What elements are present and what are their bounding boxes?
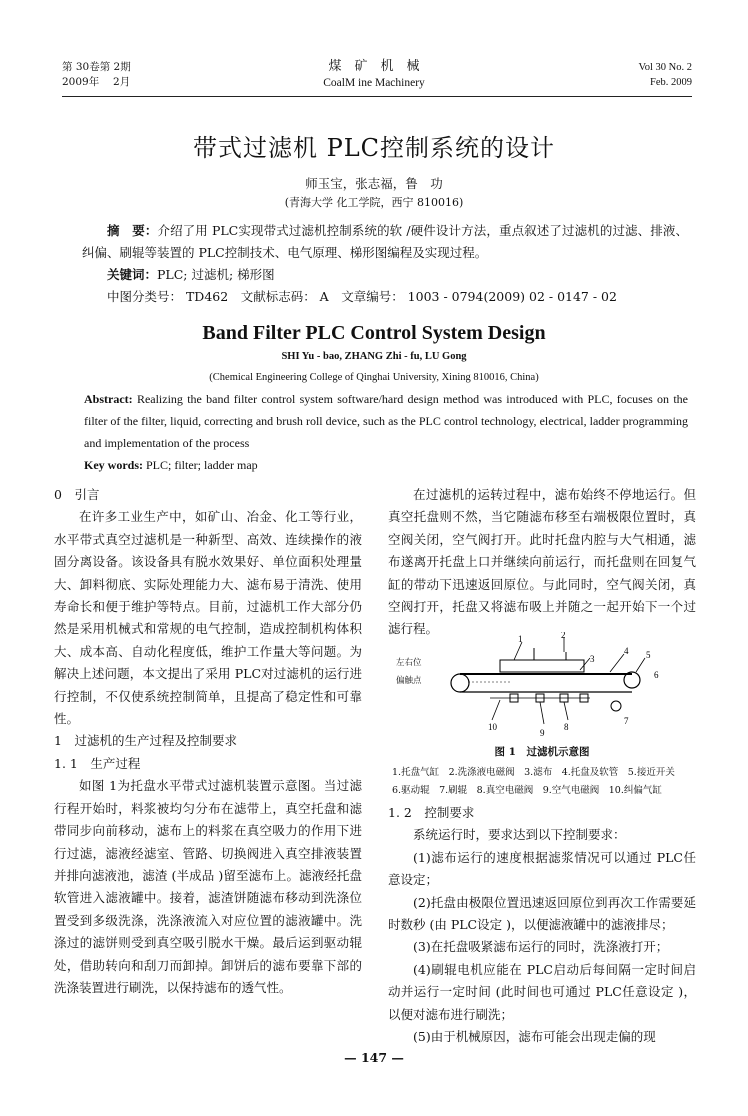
authors-en: SHI Yu - bao, ZHANG Zhi - fu, LU Gong [281,351,467,362]
abstract-label-en: Abstract: [84,392,133,406]
section-heading-1-1: 1. 1 生产过程 [54,755,141,771]
abstract-en [84,388,688,476]
requirement-4: (4)刷辊电机应能在 PLC启动后每间隔一定时间启动并运行一定时间 (此时间也可通过 PLC任意设定 )，以便对滤布进行刷洗； [388,961,696,1022]
leader-1 [514,642,522,660]
figure-side-labels [396,654,422,690]
journal-name-en: CoalM ine Machinery [323,77,425,89]
keywords-label-cn: 关键词： [107,267,158,282]
abstract-label-cn: 摘 要： [107,223,158,238]
num-4: 4 [624,646,629,656]
journal-name-cn: 煤 矿 机 械 [328,59,420,74]
header-rule [62,96,692,97]
section-heading-1: 1 过滤机的生产过程及控制要求 [54,733,237,749]
abstract-text-cn: 介绍了用 PLC实现带式过滤机控制系统的软 /硬件设计方法，重点叙述了过滤机的过滤、排液、纠偏、刷辊等装置的 PLC控制技术、电气原理、梯形图编程及实现过程。 [82,223,688,260]
brush-roller [611,701,621,711]
left-roller [451,674,469,692]
paragraph-intro: 在许多工业生产中，如矿山、冶金、化工等行业，水平带式真空过滤机是一种新型、高效、连续操作的液固分离设备。该设备具有脱水效果好、单位面积处理量大、卸料彻底、实际处理能力大、滤布易于清洗、使用寿命长和便于维护等特点。目前，过滤机工作大部分仍然是采用机械式和常规的电气控制，造成控制机构体积大、成本高、自动化程度低，维护工作量大等问题。为解决上述问题，本文提出了采用 PLC对过滤机的运行进行控制，不仅使系统控制简单，且提高了稳定性和可靠性。 [54,509,362,727]
leader-8 [564,702,568,720]
num-10: 10 [488,722,497,732]
right-column-lower [388,802,696,1048]
num-6: 6 [654,670,659,680]
right-column [388,484,696,641]
affiliation-cn: (青海大学 化工学院，西宁 810016) [284,196,464,209]
header-volume-cn [62,60,131,90]
figure-legend [392,764,696,800]
num-5: 5 [646,650,651,660]
num-7: 7 [624,716,629,726]
page-number: — 147 — [344,1050,404,1065]
filter-diagram-svg [440,632,680,744]
keywords-label-en: Key words: [84,458,143,472]
left-column [54,484,362,999]
page-title-cn: 带式过滤机 PLC控制系统的设计 [192,134,556,162]
abstract-cn [82,220,688,308]
paragraph-requirements: 系统运行时，要求达到以下控制要求： [413,827,626,843]
num-9: 9 [540,728,545,738]
figure-caption: 图 1 过滤机示意图 [494,746,590,758]
affiliation-en: (Chemical Engineering College of Qinghai University, Xining 810016, China) [209,372,539,383]
num-8: 8 [564,722,569,732]
figure-1-diagram [440,632,680,744]
section-heading-intro: 0 引言 [54,487,100,502]
num-2: 2 [561,632,566,640]
num-1: 1 [518,634,523,644]
leader-5 [636,658,645,672]
legend-line-2: 6.驱动辊 7.刷辊 8.真空电磁阀 9.空气电磁阀 10.纠偏气缸 [392,785,662,796]
requirement-2: (2)托盘由极限位置迅速返回原位到再次工作需要延时数秒 (由 PLC设定 )，以便滤液罐中的滤液排尽； [388,894,696,933]
paragraph-process: 如图 1为托盘水平带式过滤机装置示意图。当过滤行程开始时，料浆被均匀分布在滤带上，真空托盘和滤带同步向前移动，滤布上的料浆在真空吸力的作用下进行过滤，滤液经滤室、管路、切换阀进入真空排液装置并排向滤液池，滤渣 (半成品 )留至滤布上。滤液经托盘软管进入滤液罐中。接着，滤渣饼随滤布移动到洗涤位置受到多级洗涤，洗涤液流入对应位置的滤液罐中。洗涤过的滤饼则受到真空吸引脱水干燥。最后运到驱动辊处，借助转向和刮刀而卸掉。卸饼后的滤布要靠下部的洗涤装置进行刷洗，以保持滤布的透气性。 [54,778,362,995]
classification-line: 中图分类号： TD462 文献标志码： A 文章编号： 1003 - 0794(2009) 02 - 0147 - 02 [107,289,617,304]
keywords-en: PLC; filter; ladder map [146,458,258,472]
label-left-right: 左右位 [396,658,422,668]
page-title-en: Band Filter PLC Control System Design [202,322,546,344]
header-volume-en [612,60,692,90]
tray [500,660,584,672]
leader-4 [610,654,624,672]
requirement-3: (3)在托盘吸紧滤布运行的同时，洗涤液打开； [413,939,669,955]
legend-line-1: 1.托盘气缸 2.洗涤液电磁阀 3.滤布 4.托盘及软管 5.接近开关 [392,767,675,778]
leader-9 [540,702,544,724]
leader-10 [492,700,500,720]
requirement-5: (5)由于机械原因，滤布可能会出现走偏的现 [413,1029,656,1045]
paragraph-operation: 在过滤机的运转过程中，滤布始终不停地运行。但真空托盘则不然，当它随滤布移至右端极限位置时，真空阀关闭，空气阀打开。此时托盘内腔与大气相通，滤布遂离开托盘上口并继续向前运行，而托盘则在回复气缸的带动下迅速返回原位。与此同时，空气阀关闭，真空阀打开，托盘又将滤布吸上并随之一起开始下一个过滤行程。 [388,487,696,637]
volume-en: Vol 30 No. 2 [638,62,692,73]
num-3: 3 [590,654,595,664]
date-cn: 2009年 2月 [62,76,131,88]
requirement-1: (1)滤布运行的速度根据滤浆情况可以通过 PLC任意设定； [388,849,696,888]
keywords-cn: PLC; 过滤机; 梯形图 [157,267,275,282]
label-deviation-contact: 偏触点 [396,676,422,686]
authors-cn: 师玉宝，张志福，鲁 功 [305,176,443,191]
header-journal [274,58,474,91]
volume-cn: 第 30卷第 2期 [62,61,131,73]
abstract-text-en: Realizing the band filter control system software/hard design method was introduced with PLC, focuses on the filter of the filter, liquid, correcting and brush roll device, such as the PLC control technology, electrical, ladder programming and implementation of the process [84,392,688,450]
date-en: Feb. 2009 [650,77,692,88]
section-heading-1-2: 1. 2 控制要求 [388,805,475,820]
